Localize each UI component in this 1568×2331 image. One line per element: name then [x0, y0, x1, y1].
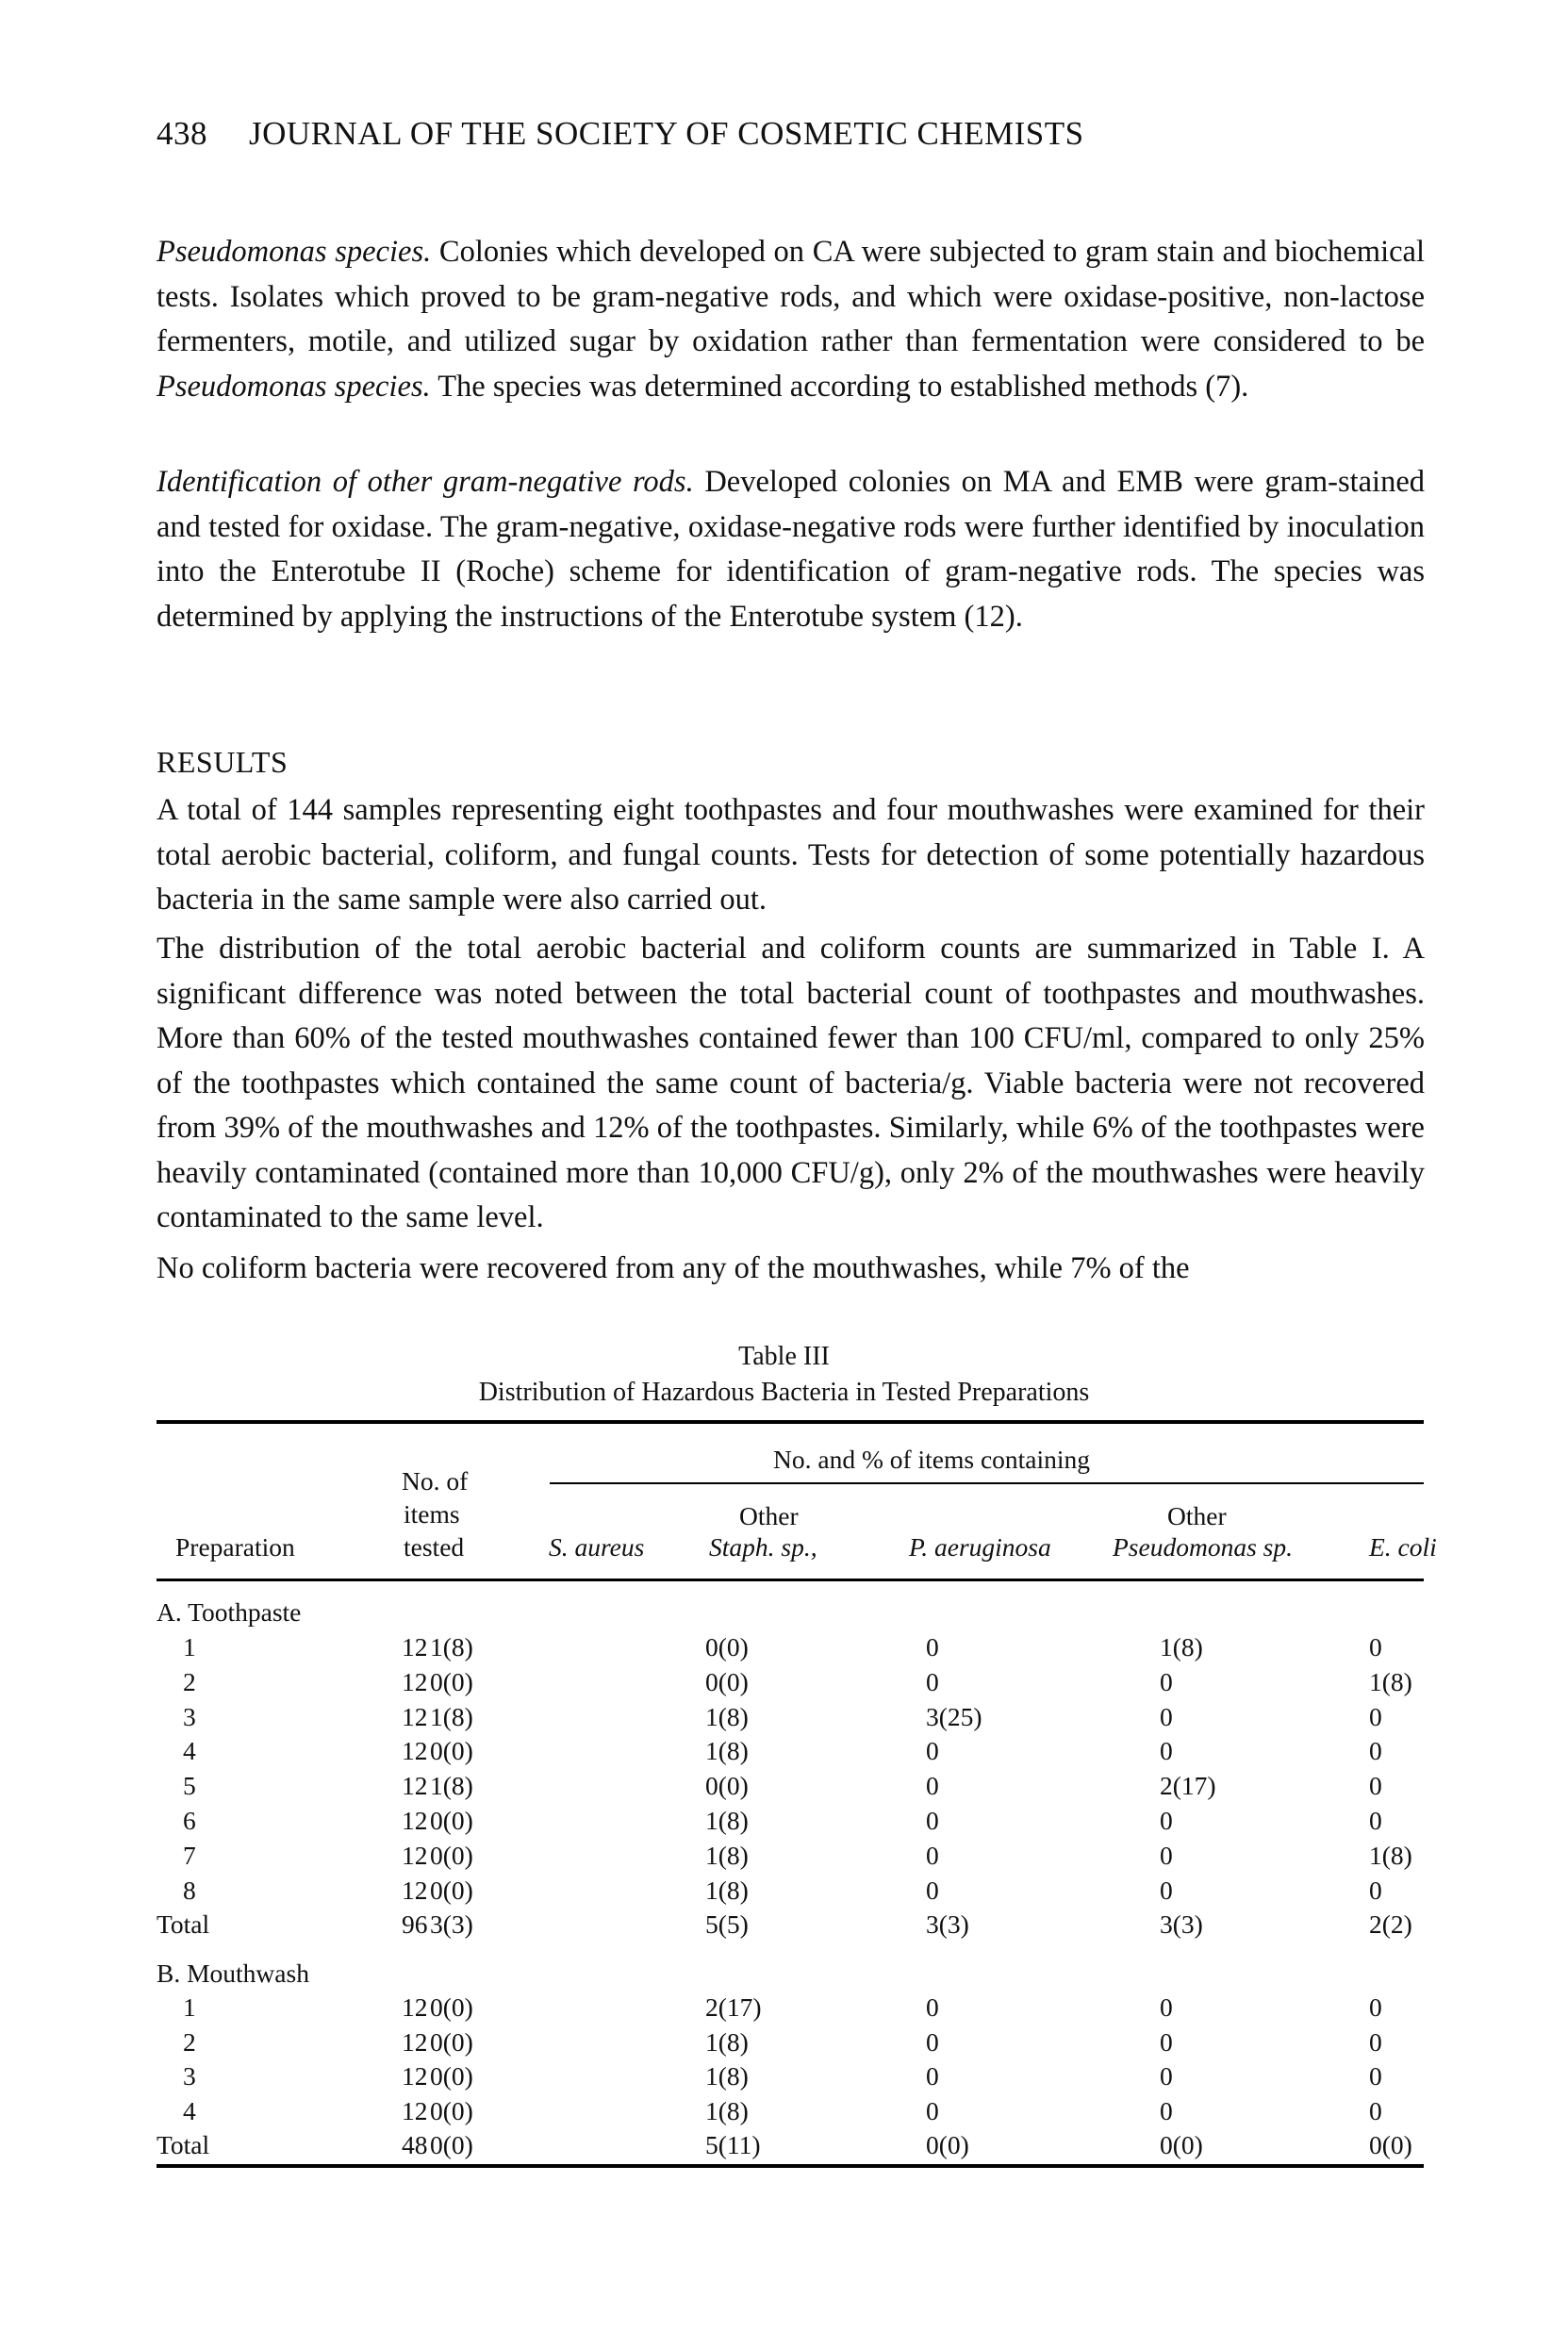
table-cell: 0 — [926, 1632, 939, 1661]
table-cell: 3(25) — [926, 1701, 982, 1731]
table-cell: 0 — [1369, 1875, 1382, 1905]
table-cell: 0(0) — [430, 2026, 473, 2057]
table-cell: 0 — [1160, 1806, 1173, 1835]
table-cell: 0 — [1160, 1840, 1173, 1870]
table-row — [157, 2061, 1424, 2095]
paragraph-text: Colonies which developed on CA were subjected to gram stain and biochemical tests. Isolates which proved to be gram-negative rods, and which were oxidase-positive, non-lactose fermenters, motile, and utilized sugar by oxidation rather than fermentation were considered to be — [157, 235, 1425, 358]
table-cell: 12 — [402, 1701, 428, 1731]
table-cell: 0 — [1369, 1992, 1382, 2022]
table-cell: 0 — [1160, 2026, 1173, 2057]
table-cell: 3 — [183, 2061, 196, 2091]
table-cell: 1(8) — [705, 1701, 749, 1731]
table-cell: 0(0) — [705, 1771, 749, 1801]
table-cell: 0 — [926, 1992, 939, 2022]
group-label-toothpaste — [157, 1597, 1424, 1631]
table-cell: 1(8) — [1160, 1632, 1203, 1661]
table-cell: 48 — [402, 2130, 428, 2160]
table-row — [157, 1667, 1424, 1701]
table-cell: 4 — [183, 1736, 196, 1766]
paragraph-text: The species was determined according to established methods (7). — [430, 369, 1249, 404]
paragraph-pseudomonas — [157, 230, 1425, 409]
table-cell: 1(8) — [430, 1701, 473, 1731]
table-cell: 1 — [183, 1992, 196, 2022]
table-cell: 0(0) — [430, 2130, 473, 2160]
table-cell: 1(8) — [430, 1632, 473, 1661]
table-cell: 12 — [402, 2095, 428, 2125]
journal-title: JOURNAL OF THE SOCIETY OF COSMETIC CHEMISTS — [249, 115, 1084, 152]
header-staph: Staph. sp., — [709, 1532, 817, 1562]
table-cell: 3 — [183, 1701, 196, 1731]
table-cell: 12 — [402, 1632, 428, 1661]
table-cell: 0 — [1369, 1736, 1382, 1766]
table-caption: Distribution of Hazardous Bacteria in Tested Preparations — [478, 1378, 1090, 1407]
table-row — [157, 1702, 1424, 1736]
table-cell: 0 — [926, 1666, 939, 1696]
header-spanner: No. and % of items containing — [773, 1445, 1091, 1474]
table-cell: 2(2) — [1369, 1909, 1412, 1940]
table-row — [157, 1771, 1424, 1805]
table-label: Table III — [738, 1342, 830, 1371]
table-cell: 0 — [1369, 1771, 1382, 1801]
header-preparation: Preparation — [175, 1532, 295, 1562]
table-cell: 0 — [926, 1771, 939, 1801]
table-cell: 1(8) — [705, 1875, 749, 1905]
table-row — [157, 2130, 1424, 2164]
table-cell: 1(8) — [1369, 1840, 1412, 1870]
table-cell: 0 — [1369, 2095, 1382, 2125]
table-cell: 0(0) — [705, 1632, 749, 1661]
table-cell: 0(0) — [430, 1992, 473, 2022]
table-cell: 8 — [183, 1875, 196, 1905]
table-top-rule — [157, 1420, 1424, 1424]
table-cell: 0 — [926, 2061, 939, 2091]
table-cell: Total — [157, 2130, 210, 2160]
header-other-pseudomonas-top: Other — [1167, 1501, 1227, 1530]
table-cell: 2(17) — [1160, 1771, 1216, 1801]
table-cell: 0(0) — [705, 1666, 749, 1696]
group-label: A. Toothpaste — [157, 1597, 302, 1627]
header-p-aeruginosa: P. aeruginosa — [909, 1532, 1051, 1562]
table-cell: 1(8) — [705, 1736, 749, 1766]
table-row — [157, 1909, 1424, 1943]
table-cell: 0 — [926, 2095, 939, 2125]
table-cell: 12 — [402, 1992, 428, 2022]
table-row — [157, 1841, 1424, 1875]
species-name: Pseudomonas species. — [157, 369, 431, 404]
table-row — [157, 2027, 1424, 2061]
table-cell: 0 — [1160, 1992, 1173, 2022]
table-cell: 1(8) — [705, 2026, 749, 2057]
table-bottom-rule — [157, 2164, 1424, 2168]
table-cell: 5(11) — [705, 2130, 761, 2160]
table-cell: 0(0) — [430, 1875, 473, 1905]
header-bottom-rule — [157, 1579, 1424, 1581]
table-cell: 0 — [1369, 1632, 1382, 1661]
header-pseudomonas: Pseudomonas sp. — [1113, 1532, 1293, 1562]
table-cell: 12 — [402, 1806, 428, 1835]
section-heading-results: RESULTS — [157, 745, 289, 779]
paragraph-text: No coliform bacteria were recovered from any of the mouthwashes, while 7% of the — [157, 1251, 1190, 1285]
paragraph-text: Developed colonies on MA and EMB were gram-stained and tested for oxidase. The gram-negative, oxidase-negative rods were further identified by inoculation into the Enterotube II (Roche) scheme for identification of gram-negative rods. The species was determined by applying the instructions of the Enterotube system (12). — [157, 465, 1425, 634]
table-cell: 7 — [183, 1840, 196, 1870]
table-cell: 2 — [183, 1666, 196, 1696]
table-cell: 0 — [1160, 2095, 1173, 2125]
table-cell: 1 — [183, 1632, 196, 1661]
page-number: 438 — [157, 115, 207, 152]
table-cell: 0(0) — [430, 2095, 473, 2125]
table-cell: 0 — [1160, 1701, 1173, 1731]
table-cell: 12 — [402, 1736, 428, 1766]
table-cell: 0(0) — [430, 1736, 473, 1766]
table-cell: 0 — [1369, 2026, 1382, 2057]
table-cell: 0(0) — [1369, 2130, 1412, 2160]
table-cell: 3(3) — [1160, 1909, 1203, 1940]
table-row — [157, 1992, 1424, 2026]
table-cell: 0 — [1160, 2061, 1173, 2091]
table-cell: 6 — [183, 1806, 196, 1835]
table-cell: 0 — [1160, 1666, 1173, 1696]
table-cell: 1(8) — [705, 1840, 749, 1870]
table-row — [157, 1736, 1424, 1770]
paragraph-text: The distribution of the total aerobic bacterial and coliform counts are summarized in Table I. A significant difference was noted between the total bacterial count of toothpastes and mouthwashes. More than 60% of the tested mouthwashes contained fewer than 100 CFU/ml, compared to only 25% of the toothpastes which contained the same count of bacteria/g. Viable bacteria were not recovered from 39% of the mouthwashes and 12% of the toothpastes. Similarly, while 6% of the toothpastes were heavily contaminated (contained more than 10,000 CFU/g), only 2% of the mouthwashes were heavily contaminated to the same level. — [157, 932, 1425, 1234]
table-cell: 0(0) — [926, 2130, 969, 2160]
table-cell: Total — [157, 1909, 210, 1940]
table-cell: 12 — [402, 1666, 428, 1696]
paragraph-text: A total of 144 samples representing eight toothpastes and four mouthwashes were examined for their total aerobic bacterial, coliform, and fungal counts. Tests for detection of some potentially hazardous bacteria in the same sample were also carried out. — [157, 793, 1425, 917]
header-other-staph-top: Other — [739, 1501, 799, 1530]
table-cell: 2(17) — [705, 1992, 762, 2022]
running-header — [157, 115, 1084, 153]
table-cell: 12 — [402, 1840, 428, 1870]
table-cell: 0 — [926, 1875, 939, 1905]
table-row — [157, 1876, 1424, 1909]
table-cell: 4 — [183, 2095, 196, 2125]
table-cell: 0(0) — [1160, 2130, 1203, 2160]
table-cell: 12 — [402, 2026, 428, 2057]
table-cell: 5 — [183, 1771, 196, 1801]
table-cell: 0 — [1369, 1806, 1382, 1835]
table-cell: 2 — [183, 2026, 196, 2057]
results-paragraph-3 — [157, 1247, 1425, 1292]
table-cell: 0 — [926, 1736, 939, 1766]
group-label: B. Mouthwash — [157, 1959, 309, 1988]
table-cell: 0 — [1369, 1701, 1382, 1731]
header-s-aureus: S. aureus — [549, 1532, 645, 1562]
spanner-rule — [550, 1482, 1424, 1484]
table-cell: 0(0) — [430, 1666, 473, 1696]
table-row — [157, 2096, 1424, 2130]
table-cell: 1(8) — [1369, 1666, 1412, 1696]
table-cell: 0 — [1160, 1875, 1173, 1905]
table-row — [157, 1806, 1424, 1840]
table-cell: 0(0) — [430, 1806, 473, 1835]
table-cell: 1(8) — [705, 2061, 749, 2091]
table-cell: 3(3) — [430, 1909, 473, 1940]
table-cell: 1(8) — [705, 1806, 749, 1835]
header-tested: tested — [404, 1532, 465, 1562]
table-cell: 0 — [926, 2026, 939, 2057]
table-cell: 0 — [1160, 1736, 1173, 1766]
paragraph-identification — [157, 460, 1425, 639]
table-cell: 12 — [402, 1875, 428, 1905]
table-cell: 96 — [402, 1909, 428, 1940]
results-paragraph-2 — [157, 927, 1425, 1241]
header-e-coli: E. coli — [1369, 1532, 1437, 1562]
table-cell: 0 — [926, 1840, 939, 1870]
table-cell: 0(0) — [430, 2061, 473, 2091]
table-cell: 0 — [926, 1806, 939, 1835]
paragraph-lead: Pseudomonas species. — [157, 235, 432, 269]
table-cell: 3(3) — [926, 1909, 969, 1940]
header-items: items — [404, 1499, 460, 1529]
table-cell: 5(5) — [705, 1909, 749, 1940]
table-cell: 12 — [402, 2061, 428, 2091]
table-cell: 1(8) — [430, 1771, 473, 1801]
table-cell: 12 — [402, 1771, 428, 1801]
table-cell: 0 — [1369, 2061, 1382, 2091]
group-label-mouthwash — [157, 1959, 1424, 1992]
table-row — [157, 1632, 1424, 1666]
table-cell: 1(8) — [705, 2095, 749, 2125]
header-no-of: No. of — [402, 1466, 469, 1496]
paragraph-lead: Identification of other gram-negative rods. — [157, 465, 694, 499]
table-cell: 0(0) — [430, 1840, 473, 1870]
results-paragraph-1 — [157, 788, 1425, 923]
